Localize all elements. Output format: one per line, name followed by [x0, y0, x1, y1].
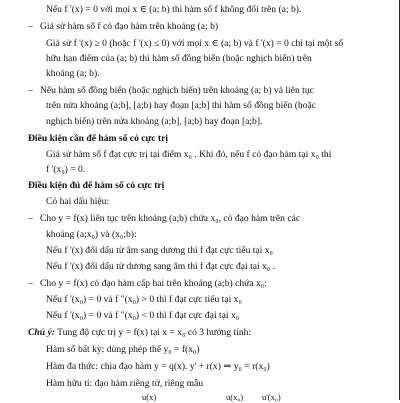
fraction-numerator-u-x0 — [226, 392, 243, 403]
line-text: Tung độ cực trị y = f(x) tại x = x₀ có 3 hướng tính: — [57, 327, 252, 338]
text-line-two-signs — [46, 196, 109, 208]
fraction-text: u(x₀) — [226, 392, 244, 402]
bullet-item-first-derivative-test — [28, 213, 300, 225]
text-line-second-test-max — [46, 310, 239, 322]
text-line-second-test-min — [46, 294, 242, 306]
bullet-item-continuity — [28, 85, 314, 97]
note-label: Chú ý: — [28, 327, 55, 338]
section-heading-necessary-condition — [28, 133, 168, 145]
line-text: Nếu f '(x₀) = 0 và f "(x₀) < 0 thì f đạt cực đại tại x₀ — [46, 310, 240, 321]
text-line-constant-function — [46, 4, 301, 16]
line-text: Hàm hữu tỉ: đạo hàm riêng tử, riêng mẫu — [46, 378, 204, 389]
text-line-necessary-2 — [46, 164, 85, 176]
heading-text: Điều kiện đủ để hàm số có cực trị — [28, 180, 165, 191]
text-line-monotonic-condition-1 — [46, 38, 343, 50]
text-line-any-function — [46, 344, 200, 356]
line-text: trên nửa khoảng (a;b], [a;b) hay đoạn [a;b] thì hàm số đồng biến (hoặc — [46, 100, 317, 111]
bullet-dash-icon: – — [28, 213, 33, 224]
text-line-first-test-min — [46, 245, 273, 257]
line-text: hữu hạn điểm của (a; b) thì hàm số đồng biến (hoặc nghịch biến) trên — [46, 53, 312, 64]
line-text: Cho y = f(x) liên tục trên khoảng (a;b) chứa x₀, có đạo hàm trên các — [40, 213, 301, 224]
text-line-continuity-3 — [46, 116, 262, 128]
text-line-rational — [46, 378, 203, 390]
note-line — [28, 327, 251, 339]
text-line-monotonic-condition-2 — [46, 53, 312, 65]
bullet-dash-icon: – — [28, 85, 33, 96]
line-text: Nếu f '(x) đổi dấu từ âm sang dương thì f đạt cực tiểu tại x₀ — [46, 245, 273, 256]
fraction-numerator-u — [142, 392, 156, 403]
bullet-dash-icon: – — [28, 21, 33, 32]
bullet-item-second-derivative-test — [28, 278, 267, 290]
fraction-numerator-uprime-x0 — [262, 392, 281, 403]
line-text: khoảng (a;x₀) và (x₀;b): — [46, 229, 137, 240]
bullet-item-derivative-on-interval — [28, 21, 218, 33]
line-text: Giả sử hàm số f có đạo hàm trên khoảng (a; b) — [40, 21, 219, 32]
line-text: nghịch biến) trên nửa khoảng (a;b], [a;b) hay đoạn [a;b]. — [46, 116, 263, 127]
fraction-text: u(x) — [142, 392, 157, 402]
line-text: Có hai dấu hiệu: — [46, 196, 110, 207]
section-heading-sufficient-condition — [28, 180, 164, 192]
line-text: Cho y = f(x) có đạo hàm cấp hai trên khoảng (a;b) chứa x₀: — [40, 278, 267, 289]
line-text: Hàm đa thức: chia đạo hàm y = q(x). y' + r(x) ⇒ y₀ = r(x₀) — [46, 361, 270, 372]
text-line-necessary-1 — [46, 149, 331, 161]
bullet-dash-icon: – — [28, 278, 33, 289]
line-text: Nếu f '(x) = 0 với mọi x ∈ (a; b) thì hàm số f không đổi trên (a; b). — [46, 4, 302, 15]
line-text: Nếu hàm số đồng biến (hoặc nghịch biến) trên khoảng (a; b) và liên tục — [40, 85, 314, 96]
text-line-polynomial — [46, 361, 270, 373]
text-line-monotonic-condition-3 — [46, 68, 100, 80]
text-line-first-test-2 — [46, 229, 137, 241]
line-text: Giả sử f '(x) ≥ 0 (hoặc f '(x) ≤ 0) với mọi x ∈ (a; b) và f '(x) = 0 chỉ tại một số — [46, 38, 344, 49]
line-text: Nếu f '(x₀) = 0 và f "(x₀) > 0 thì f đạt cực tiểu tại x₀ — [46, 294, 242, 305]
text-line-continuity-2 — [46, 100, 316, 112]
heading-text: Điều kiện cần để hàm số có cực trị — [28, 133, 169, 144]
line-text: Giả sử hàm số f đạt cực trị tại điểm x₀ . Khi đó, nếu f có đạo hàm tại x₀ thì — [46, 149, 332, 160]
line-text: Nếu f '(x) đổi dấu từ dương sang âm thì f đạt cực đại tại x₀ . — [46, 261, 276, 272]
text-line-first-test-max — [46, 261, 275, 273]
line-text: Hàm số bất kỳ: dùng phép thế y₀ = f(x₀) — [46, 344, 200, 355]
line-text: f '(x₀) = 0. — [46, 164, 86, 175]
fraction-text: u'(x₀) — [262, 392, 281, 402]
line-text: khoảng (a; b). — [46, 68, 100, 79]
